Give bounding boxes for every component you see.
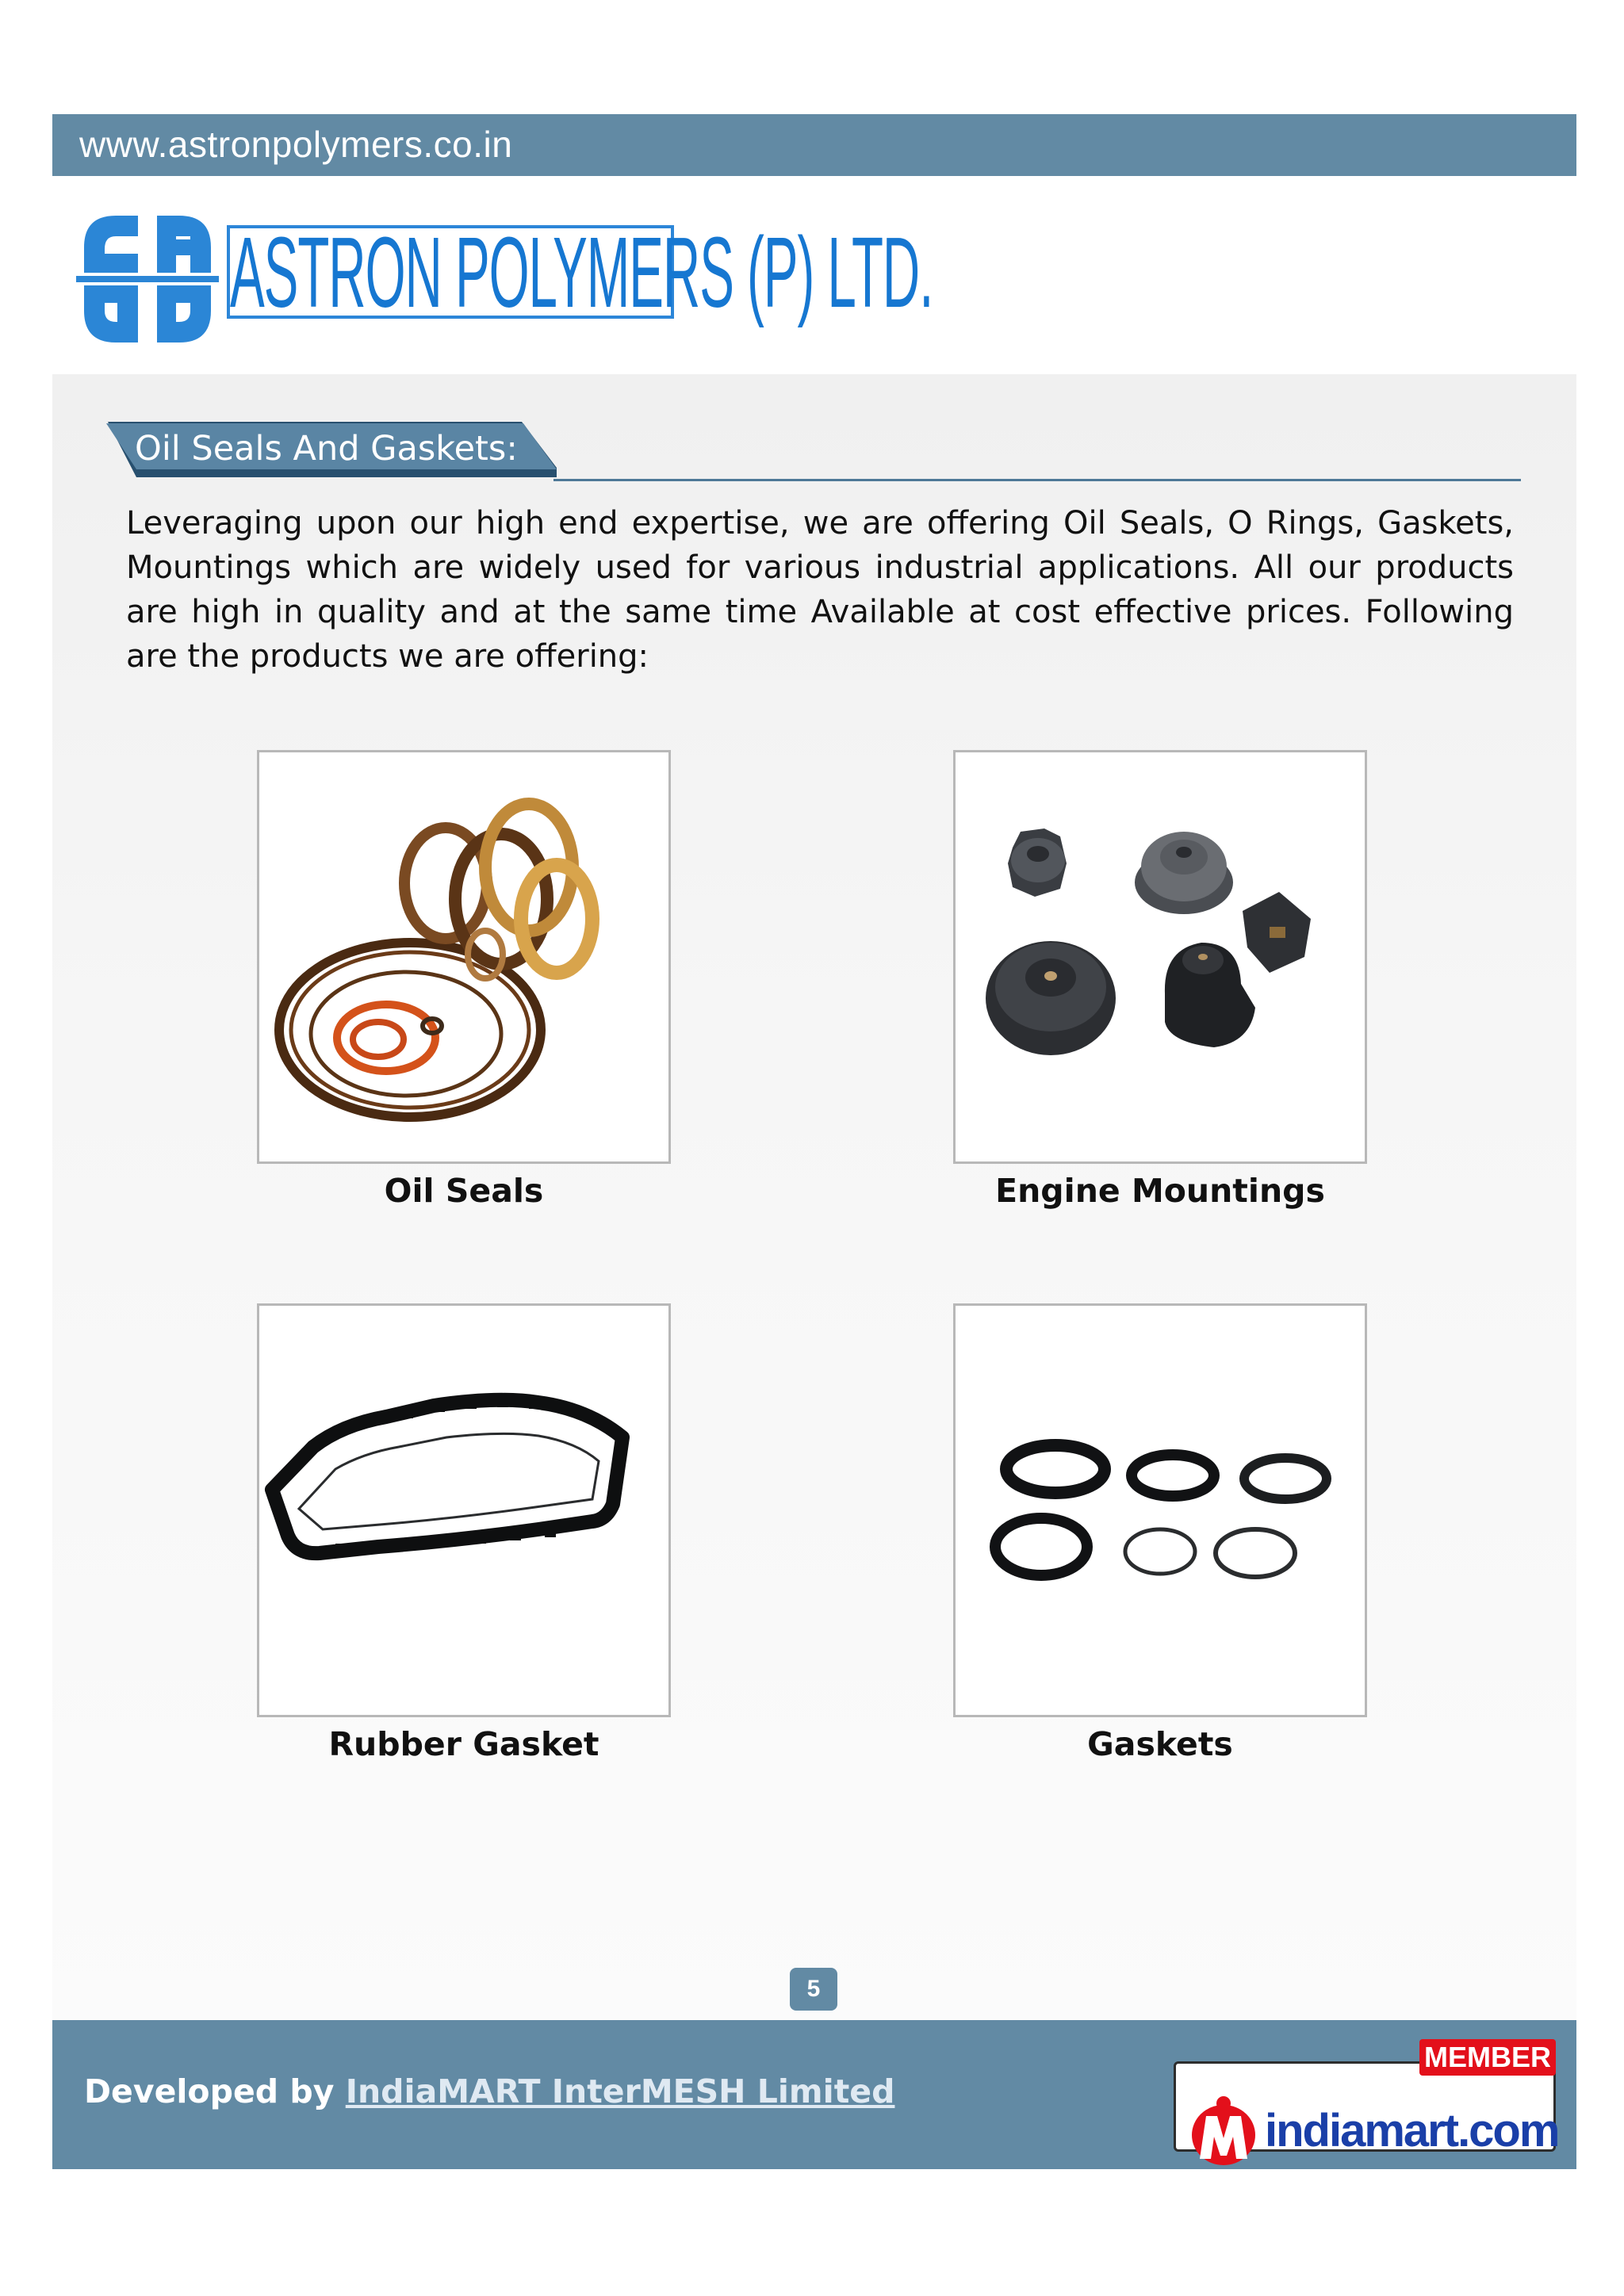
indiamart-link[interactable]: IndiaMART InterMESH Limited <box>345 2072 895 2110</box>
caption-engine-mountings: Engine Mountings <box>995 1172 1325 1210</box>
member-label: MEMBER <box>1419 2039 1556 2076</box>
rubber-gasket-photo <box>259 1306 668 1715</box>
caption-gaskets: Gaskets <box>1087 1725 1233 1763</box>
top-bar <box>52 114 1576 176</box>
caption-oil-seals: Oil Seals <box>384 1172 544 1210</box>
heading-underline <box>553 479 1521 481</box>
caption-rubber-gasket: Rubber Gasket <box>328 1725 599 1763</box>
footer-credit-prefix: Developed by <box>84 2072 346 2110</box>
section-heading-text: Oil Seals And Gaskets: <box>135 429 518 469</box>
company-logo-mark <box>76 209 219 349</box>
indiamart-m-icon <box>1184 2092 1263 2172</box>
footer-bar <box>52 2020 1576 2169</box>
badge-wordmark <box>1265 2103 1558 2159</box>
product-card-rubber-gasket[interactable] <box>257 1303 671 1717</box>
badge-suffix-text: .com <box>1457 2105 1559 2156</box>
logo-wordmark-text: ASTRON POLYMERS (P) LTD. <box>230 216 933 328</box>
engine-mountings-photo <box>956 752 1365 1161</box>
intro-paragraph: Leveraging upon our high end expertise, we are offering Oil Seals, O Rings, Gaskets, Mountings which are widely used for various industrial applications. All our products are high in quality and at the same time Available at cost effective prices. Following are the products we are offering: <box>126 505 1514 675</box>
product-card-engine-mountings[interactable] <box>953 750 1367 1164</box>
product-card-gaskets[interactable] <box>953 1303 1367 1717</box>
section-heading <box>102 420 1521 484</box>
site-url[interactable]: www.astronpolymers.co.in <box>79 124 513 165</box>
indiamart-member-badge[interactable] <box>1174 2039 1559 2156</box>
page-number-badge: 5 <box>790 1968 837 2011</box>
logo-area <box>52 176 1576 374</box>
product-card-oil-seals[interactable] <box>257 750 671 1164</box>
footer-credit <box>84 2069 894 2114</box>
company-logo-wordmark <box>227 216 933 328</box>
gaskets-photo <box>956 1306 1365 1715</box>
oil-seals-photo <box>259 752 668 1161</box>
badge-brand-text: indiamart <box>1265 2105 1458 2156</box>
